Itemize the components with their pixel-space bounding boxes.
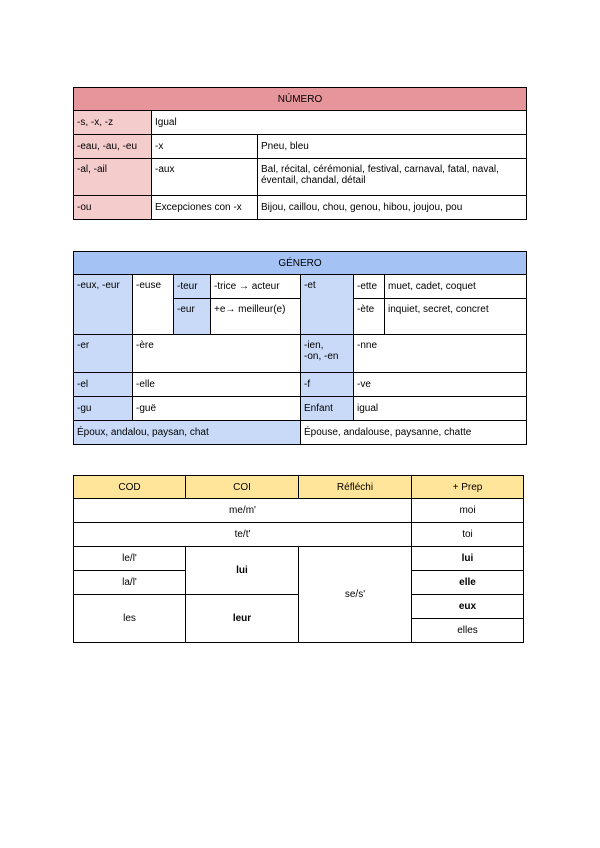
table-header-row — [74, 476, 524, 499]
ending-cell: -f — [301, 373, 354, 397]
examples-cell: Bijou, caillou, chou, genou, hibou, joujou, pou — [258, 196, 527, 220]
plural-cell: Excepciones con -x — [152, 196, 258, 220]
examples-cell: Bal, récital, cérémonial, festival, carnaval, fatal, naval, éventail, chandal, détail — [258, 159, 527, 196]
genero-table — [73, 251, 527, 445]
pronoun-cell: leur — [186, 595, 299, 643]
table-row — [74, 547, 524, 571]
table-row — [74, 499, 524, 523]
table-row — [74, 111, 527, 135]
ending-cell: -al, -ail — [74, 159, 152, 196]
pronoun-cell: la/l' — [74, 571, 186, 595]
feminine-examples: Épouse, andalouse, paysanne, chatte — [301, 421, 527, 445]
feminine-cell: -ète — [354, 299, 385, 335]
feminine-cell: -euse — [133, 275, 174, 335]
pronoun-cell: moi — [412, 499, 524, 523]
table-row — [74, 523, 524, 547]
header-cod: COD — [74, 476, 186, 499]
ending-cell: -s, -x, -z — [74, 111, 152, 135]
ending-cell: -et — [301, 275, 354, 335]
header-coi: COI — [186, 476, 299, 499]
pronoun-cell: elles — [412, 619, 524, 643]
plural-cell: Igual — [152, 111, 527, 135]
feminine-cell: -ette — [354, 275, 385, 299]
masculine-examples: Époux, andalou, paysan, chat — [74, 421, 301, 445]
ending-cell: -el — [74, 373, 133, 397]
pronoun-cell: eux — [412, 595, 524, 619]
ending-cell: -ou — [74, 196, 152, 220]
genero-title: GÉNERO — [74, 252, 527, 275]
plural-cell: -aux — [152, 159, 258, 196]
feminine-cell: -ère — [133, 335, 301, 373]
pronoun-cell: lui — [412, 547, 524, 571]
feminine-cell: igual — [354, 397, 527, 421]
feminine-cell: -guë — [133, 397, 301, 421]
examples-cell: Pneu, bleu — [258, 135, 527, 159]
numero-table — [73, 87, 527, 220]
feminine-cell: +e→ meilleur(e) — [211, 299, 301, 335]
examples-cell: inquiet, secret, concret — [385, 299, 527, 335]
table-row — [74, 275, 527, 299]
header-prep: + Prep — [412, 476, 524, 499]
table-row — [74, 135, 527, 159]
feminine-cell: -elle — [133, 373, 301, 397]
feminine-cell: -ve — [354, 373, 527, 397]
table-row — [74, 335, 527, 373]
feminine-cell: -trice → acteur — [211, 275, 301, 299]
ending-cell: -gu — [74, 397, 133, 421]
table-row — [74, 373, 527, 397]
header-reflechi: Réfléchi — [299, 476, 412, 499]
table-row — [74, 159, 527, 196]
pronouns-table — [73, 475, 524, 643]
ending-cell: -teur — [174, 275, 211, 299]
ending-cell: -eux, -eur — [74, 275, 133, 335]
pronoun-cell: lui — [186, 547, 299, 595]
examples-cell: muet, cadet, coquet — [385, 275, 527, 299]
ending-cell: Enfant — [301, 397, 354, 421]
ending-cell: -eur — [174, 299, 211, 335]
table-row — [74, 421, 527, 445]
ending-cell: -ien, -on, -en — [301, 335, 354, 373]
pronoun-cell: me/m' — [74, 499, 412, 523]
plural-cell: -x — [152, 135, 258, 159]
ending-cell: -er — [74, 335, 133, 373]
table-row — [74, 397, 527, 421]
pronoun-cell: elle — [412, 571, 524, 595]
ending-cell: -eau, -au, -eu — [74, 135, 152, 159]
feminine-cell: -nne — [354, 335, 527, 373]
pronoun-cell: le/l' — [74, 547, 186, 571]
pronoun-cell: les — [74, 595, 186, 643]
pronoun-cell: te/t' — [74, 523, 412, 547]
numero-title: NÚMERO — [74, 88, 527, 111]
pronoun-cell: toi — [412, 523, 524, 547]
pronoun-cell: se/s' — [299, 547, 412, 643]
table-row — [74, 196, 527, 220]
